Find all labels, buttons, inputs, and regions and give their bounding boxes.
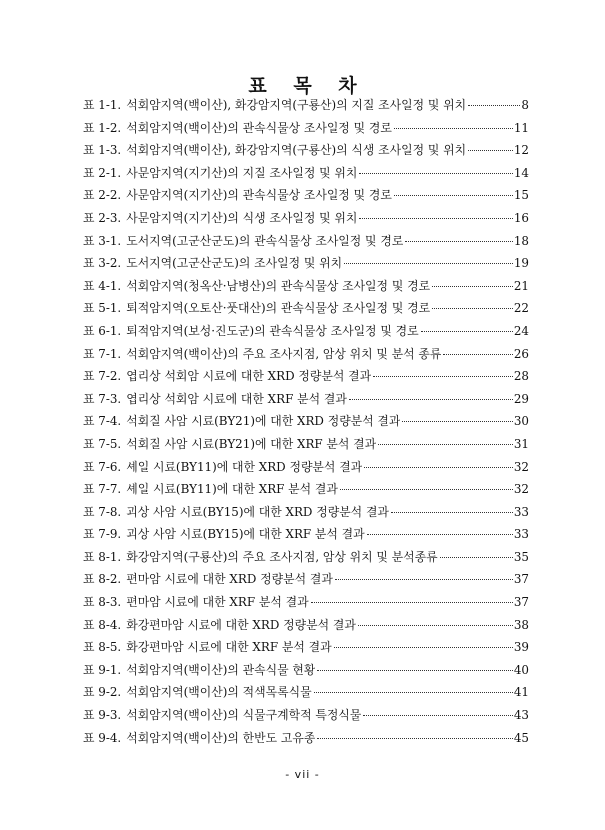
toc-entry[interactable] [83, 683, 529, 706]
toc-entry-page: 32 [513, 482, 529, 497]
toc-entry-title: 석회암지역(청옥산·남병산)의 관속식물상 조사일정 및 경로 [126, 278, 431, 293]
toc-entry-page: 11 [513, 120, 529, 135]
toc-entry-title: 석회암지역(백이산)의 관속식물상 조사일정 및 경로 [126, 120, 392, 135]
toc-entry-number: 표 7-2. [83, 369, 122, 384]
dot-leader [359, 172, 513, 174]
table-of-contents [83, 96, 529, 751]
toc-entry[interactable] [83, 322, 529, 345]
toc-entry-title: 사문암지역(지기산)의 식생 조사일정 및 위치 [126, 210, 358, 225]
toc-entry-title: 석회암지역(백이산)의 적색목록식물 [126, 685, 312, 700]
toc-entry-page: 39 [513, 640, 529, 655]
toc-entry-title: 도서지역(고군산군도)의 관속식물상 조사일정 및 경로 [126, 233, 404, 248]
toc-entry-title: 화강편마암 시료에 대한 XRF 분석 결과 [126, 640, 332, 655]
toc-entry[interactable] [83, 299, 529, 322]
toc-entry-page: 37 [513, 595, 529, 610]
toc-entry-title: 석회질 사암 시료(BY21)에 대한 XRF 분석 결과 [126, 436, 377, 451]
toc-entry-page: 33 [513, 527, 529, 542]
dot-leader [443, 353, 512, 355]
dot-leader [364, 466, 513, 468]
toc-entry-page: 21 [513, 278, 529, 293]
toc-entry-number: 표 1-3. [83, 143, 122, 158]
toc-entry[interactable] [83, 435, 529, 458]
dot-leader [432, 307, 513, 309]
dot-leader [468, 149, 513, 151]
dot-leader [405, 240, 513, 242]
dot-leader [394, 127, 513, 129]
toc-entry-number: 표 8-5. [83, 640, 122, 655]
toc-entry-number: 표 8-1. [83, 549, 122, 564]
toc-entry-title: 도서지역(고군산군도)의 조사일정 및 위치 [126, 256, 343, 271]
dot-leader [378, 443, 513, 445]
toc-entry-number: 표 7-4. [83, 414, 122, 429]
toc-entry-title: 편마암 시료에 대한 XRF 분석 결과 [126, 595, 309, 610]
dot-leader [359, 217, 513, 219]
dot-leader [440, 556, 513, 558]
toc-entry[interactable] [83, 480, 529, 503]
dot-leader [334, 646, 513, 648]
dot-leader [317, 669, 513, 671]
toc-entry[interactable] [83, 412, 529, 435]
dot-leader [340, 488, 513, 490]
toc-entry-page: 31 [513, 436, 529, 451]
toc-entry-title: 석회암지역(백이산)의 주요 조사지점, 암상 위치 및 분석 종류 [126, 346, 442, 361]
dot-leader [394, 194, 513, 196]
toc-entry[interactable] [83, 141, 529, 164]
toc-entry-title: 사문암지역(지기산)의 관속식물상 조사일정 및 경로 [126, 188, 392, 203]
toc-entry-number: 표 1-1. [83, 98, 122, 112]
toc-entry-title: 퇴적암지역(보성·진도군)의 관속식물상 조사일정 및 경로 [126, 323, 419, 338]
toc-entry-title: 편마암 시료에 대한 XRD 정량분석 결과 [126, 572, 333, 587]
dot-leader [402, 420, 512, 422]
toc-entry-title: 석회암지역(백이산)의 관속식물 현황 [126, 662, 316, 677]
toc-entry[interactable] [83, 254, 529, 277]
toc-entry-title: 괴상 사암 시료(BY15)에 대한 XRF 분석 결과 [126, 527, 365, 542]
toc-entry-number: 표 7-8. [83, 504, 122, 519]
toc-entry-page: 33 [513, 504, 529, 519]
toc-entry-title: 석회암지역(백이산)의 식물구계학적 특정식물 [126, 708, 362, 723]
toc-entry-page: 29 [513, 391, 529, 406]
dot-leader [367, 533, 513, 535]
toc-entry-title: 석회질 사암 시료(BY21)에 대한 XRD 정량분석 결과 [126, 414, 401, 429]
toc-entry-number: 표 4-1. [83, 278, 122, 293]
toc-entry[interactable] [83, 548, 529, 571]
toc-entry-page: 35 [513, 549, 529, 564]
toc-entry[interactable] [83, 164, 529, 187]
dot-leader [311, 601, 513, 603]
toc-entry-title: 석회암지역(백이산), 화강암지역(구룡산)의 식생 조사일정 및 위치 [126, 143, 467, 158]
toc-entry-title: 셰일 시료(BY11)에 대한 XRF 분석 결과 [126, 482, 338, 497]
toc-entry[interactable] [83, 661, 529, 684]
toc-entry-number: 표 9-4. [83, 730, 122, 745]
page-title: 표 목 차 [248, 74, 367, 97]
toc-entry-page: 45 [513, 730, 529, 745]
toc-entry-number: 표 9-1. [83, 662, 122, 677]
dot-leader [317, 737, 513, 739]
toc-entry-title: 엽리상 석회암 시료에 대한 XRF 분석 결과 [126, 391, 347, 406]
toc-entry[interactable] [83, 277, 529, 300]
toc-entry-number: 표 7-6. [83, 459, 122, 474]
toc-entry-number: 표 9-2. [83, 685, 122, 700]
toc-entry-page: 8 [521, 98, 529, 112]
dot-leader [358, 624, 513, 626]
toc-entry[interactable] [83, 593, 529, 616]
toc-entry[interactable] [83, 232, 529, 255]
dot-leader [314, 691, 513, 693]
toc-entry[interactable] [83, 186, 529, 209]
toc-entry[interactable] [83, 96, 529, 119]
dot-leader [363, 714, 513, 716]
toc-entry[interactable] [83, 367, 529, 390]
toc-entry-number: 표 6-1. [83, 323, 122, 338]
toc-entry-title: 엽리상 석회암 시료에 대한 XRD 정량분석 결과 [126, 369, 372, 384]
toc-entry-number: 표 3-2. [83, 256, 122, 271]
toc-entry-number: 표 2-1. [83, 165, 122, 180]
toc-entry-page: 12 [513, 143, 529, 158]
toc-entry[interactable] [83, 638, 529, 661]
toc-entry-page: 28 [513, 369, 529, 384]
toc-entry-page: 26 [513, 346, 529, 361]
toc-entry-title: 화강편마암 시료에 대한 XRD 정량분석 결과 [126, 617, 356, 632]
toc-entry-number: 표 7-9. [83, 527, 122, 542]
dot-leader [468, 104, 520, 106]
toc-entry-number: 표 1-2. [83, 120, 122, 135]
toc-entry[interactable] [83, 616, 529, 639]
toc-entry-title: 석회암지역(백이산), 화강암지역(구룡산)의 지질 조사일정 및 위치 [126, 98, 467, 112]
dot-leader [349, 398, 513, 400]
toc-entry-number: 표 7-1. [83, 346, 122, 361]
toc-entry[interactable] [83, 503, 529, 526]
toc-entry[interactable] [83, 209, 529, 232]
toc-entry-number: 표 8-2. [83, 572, 122, 587]
toc-entry-page: 38 [513, 617, 529, 632]
toc-entry-page: 37 [513, 572, 529, 587]
toc-entry-number: 표 7-7. [83, 482, 122, 497]
dot-leader [373, 375, 513, 377]
toc-entry-page: 43 [513, 708, 529, 723]
toc-entry-number: 표 9-3. [83, 708, 122, 723]
toc-entry[interactable] [83, 570, 529, 593]
toc-entry-title: 석회암지역(백이산)의 한반도 고유종 [126, 730, 316, 745]
page-number: - vii - [285, 768, 320, 781]
toc-entry[interactable] [83, 525, 529, 548]
toc-entry-page: 41 [513, 685, 529, 700]
toc-entry-page: 15 [513, 188, 529, 203]
dot-leader [391, 511, 513, 513]
toc-entry-title: 사문암지역(지기산)의 지질 조사일정 및 위치 [126, 165, 358, 180]
toc-entry-number: 표 8-3. [83, 595, 122, 610]
dot-leader [344, 262, 513, 264]
toc-entry[interactable] [83, 729, 529, 752]
toc-entry[interactable] [83, 345, 529, 368]
toc-entry-page: 14 [513, 165, 529, 180]
toc-entry-page: 19 [513, 256, 529, 271]
toc-entry-page: 40 [513, 662, 529, 677]
toc-entry-title: 퇴적암지역(오토산·풋대산)의 관속식물상 조사일정 및 경로 [126, 301, 431, 316]
dot-leader [432, 285, 513, 287]
toc-entry[interactable] [83, 390, 529, 413]
dot-leader [335, 578, 513, 580]
dot-leader [421, 330, 513, 332]
toc-entry-page: 22 [513, 301, 529, 316]
toc-entry-number: 표 7-3. [83, 391, 122, 406]
toc-entry-number: 표 2-2. [83, 188, 122, 203]
toc-entry-number: 표 7-5. [83, 436, 122, 451]
toc-entry-title: 화강암지역(구룡산)의 주요 조사지점, 암상 위치 및 분석종류 [126, 549, 438, 564]
toc-entry-page: 32 [513, 459, 529, 474]
toc-entry-page: 16 [513, 210, 529, 225]
toc-entry-number: 표 3-1. [83, 233, 122, 248]
toc-entry-page: 24 [513, 323, 529, 338]
toc-entry[interactable] [83, 119, 529, 142]
toc-entry-title: 괴상 사암 시료(BY15)에 대한 XRD 정량분석 결과 [126, 504, 389, 519]
toc-entry-number: 표 8-4. [83, 617, 122, 632]
toc-entry-page: 18 [513, 233, 529, 248]
toc-entry-title: 셰일 시료(BY11)에 대한 XRD 정량분석 결과 [126, 459, 363, 474]
toc-entry-number: 표 2-3. [83, 210, 122, 225]
toc-entry[interactable] [83, 706, 529, 729]
toc-entry-number: 표 5-1. [83, 301, 122, 316]
toc-entry-page: 30 [513, 414, 529, 429]
toc-entry[interactable] [83, 458, 529, 481]
